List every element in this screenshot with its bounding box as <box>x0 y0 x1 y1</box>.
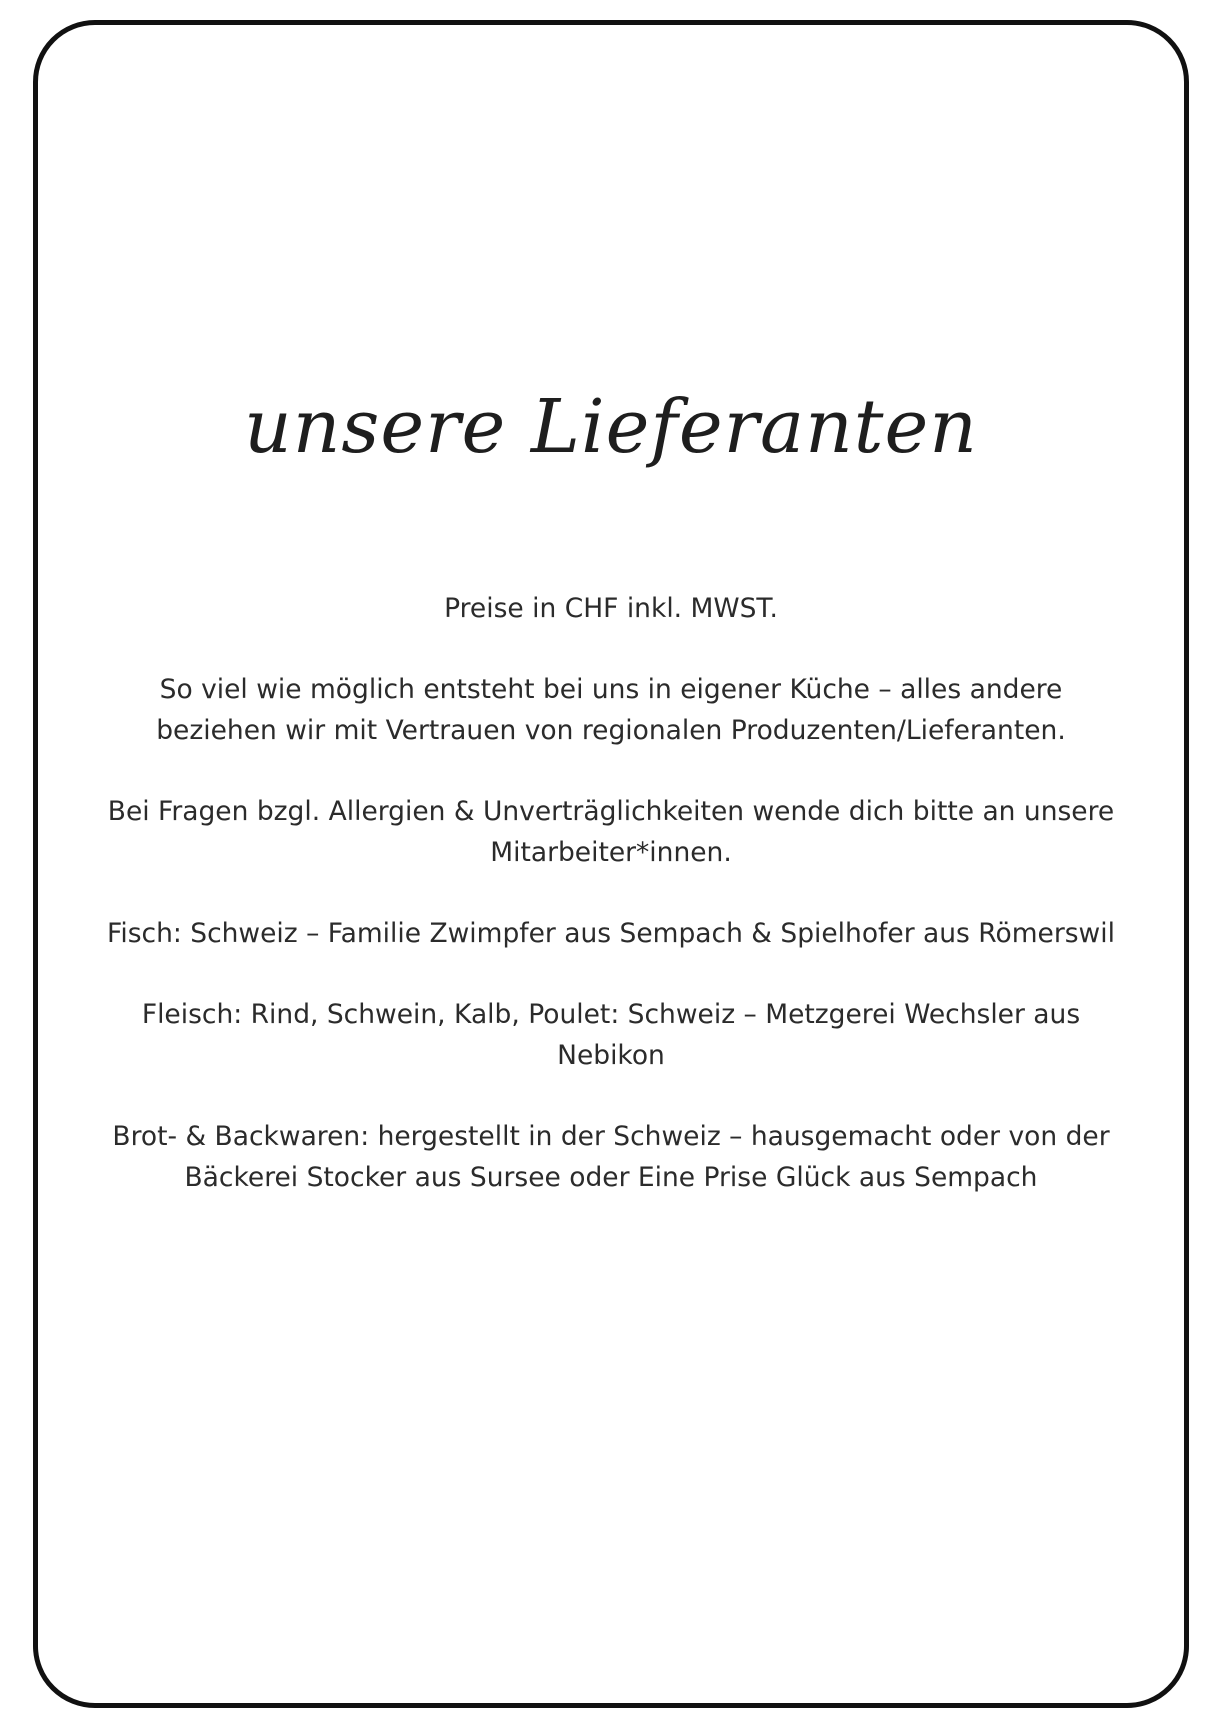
price-note: Preise in CHF inkl. MWST. <box>444 593 778 624</box>
allergy-note: Bei Fragen bzgl. Allergien & Unverträglichkeiten wende dich bitte an unsere Mitarbeiter*innen. <box>107 796 1115 868</box>
page-title: unsere Lieferanten <box>244 384 978 470</box>
bread-supplier: Brot- & Backwaren: hergestellt in der Schweiz – hausgemacht oder von der Bäckerei Stocker aus Sursee oder Eine Prise Glück aus Sempach <box>112 1121 1110 1193</box>
kitchen-note: So viel wie möglich entsteht bei uns in eigener Küche – alles andere beziehen wir mit Vertrauen von regionalen Produzenten/Lieferanten. <box>156 674 1066 746</box>
meat-supplier: Fleisch: Rind, Schwein, Kalb, Poulet: Schweiz – Metzgerei Wechsler aus Nebikon <box>141 999 1081 1071</box>
supplier-info <box>100 588 1122 1238</box>
fish-supplier: Fisch: Schweiz – Familie Zwimpfer aus Sempach & Spielhofer aus Römerswil <box>107 918 1115 949</box>
